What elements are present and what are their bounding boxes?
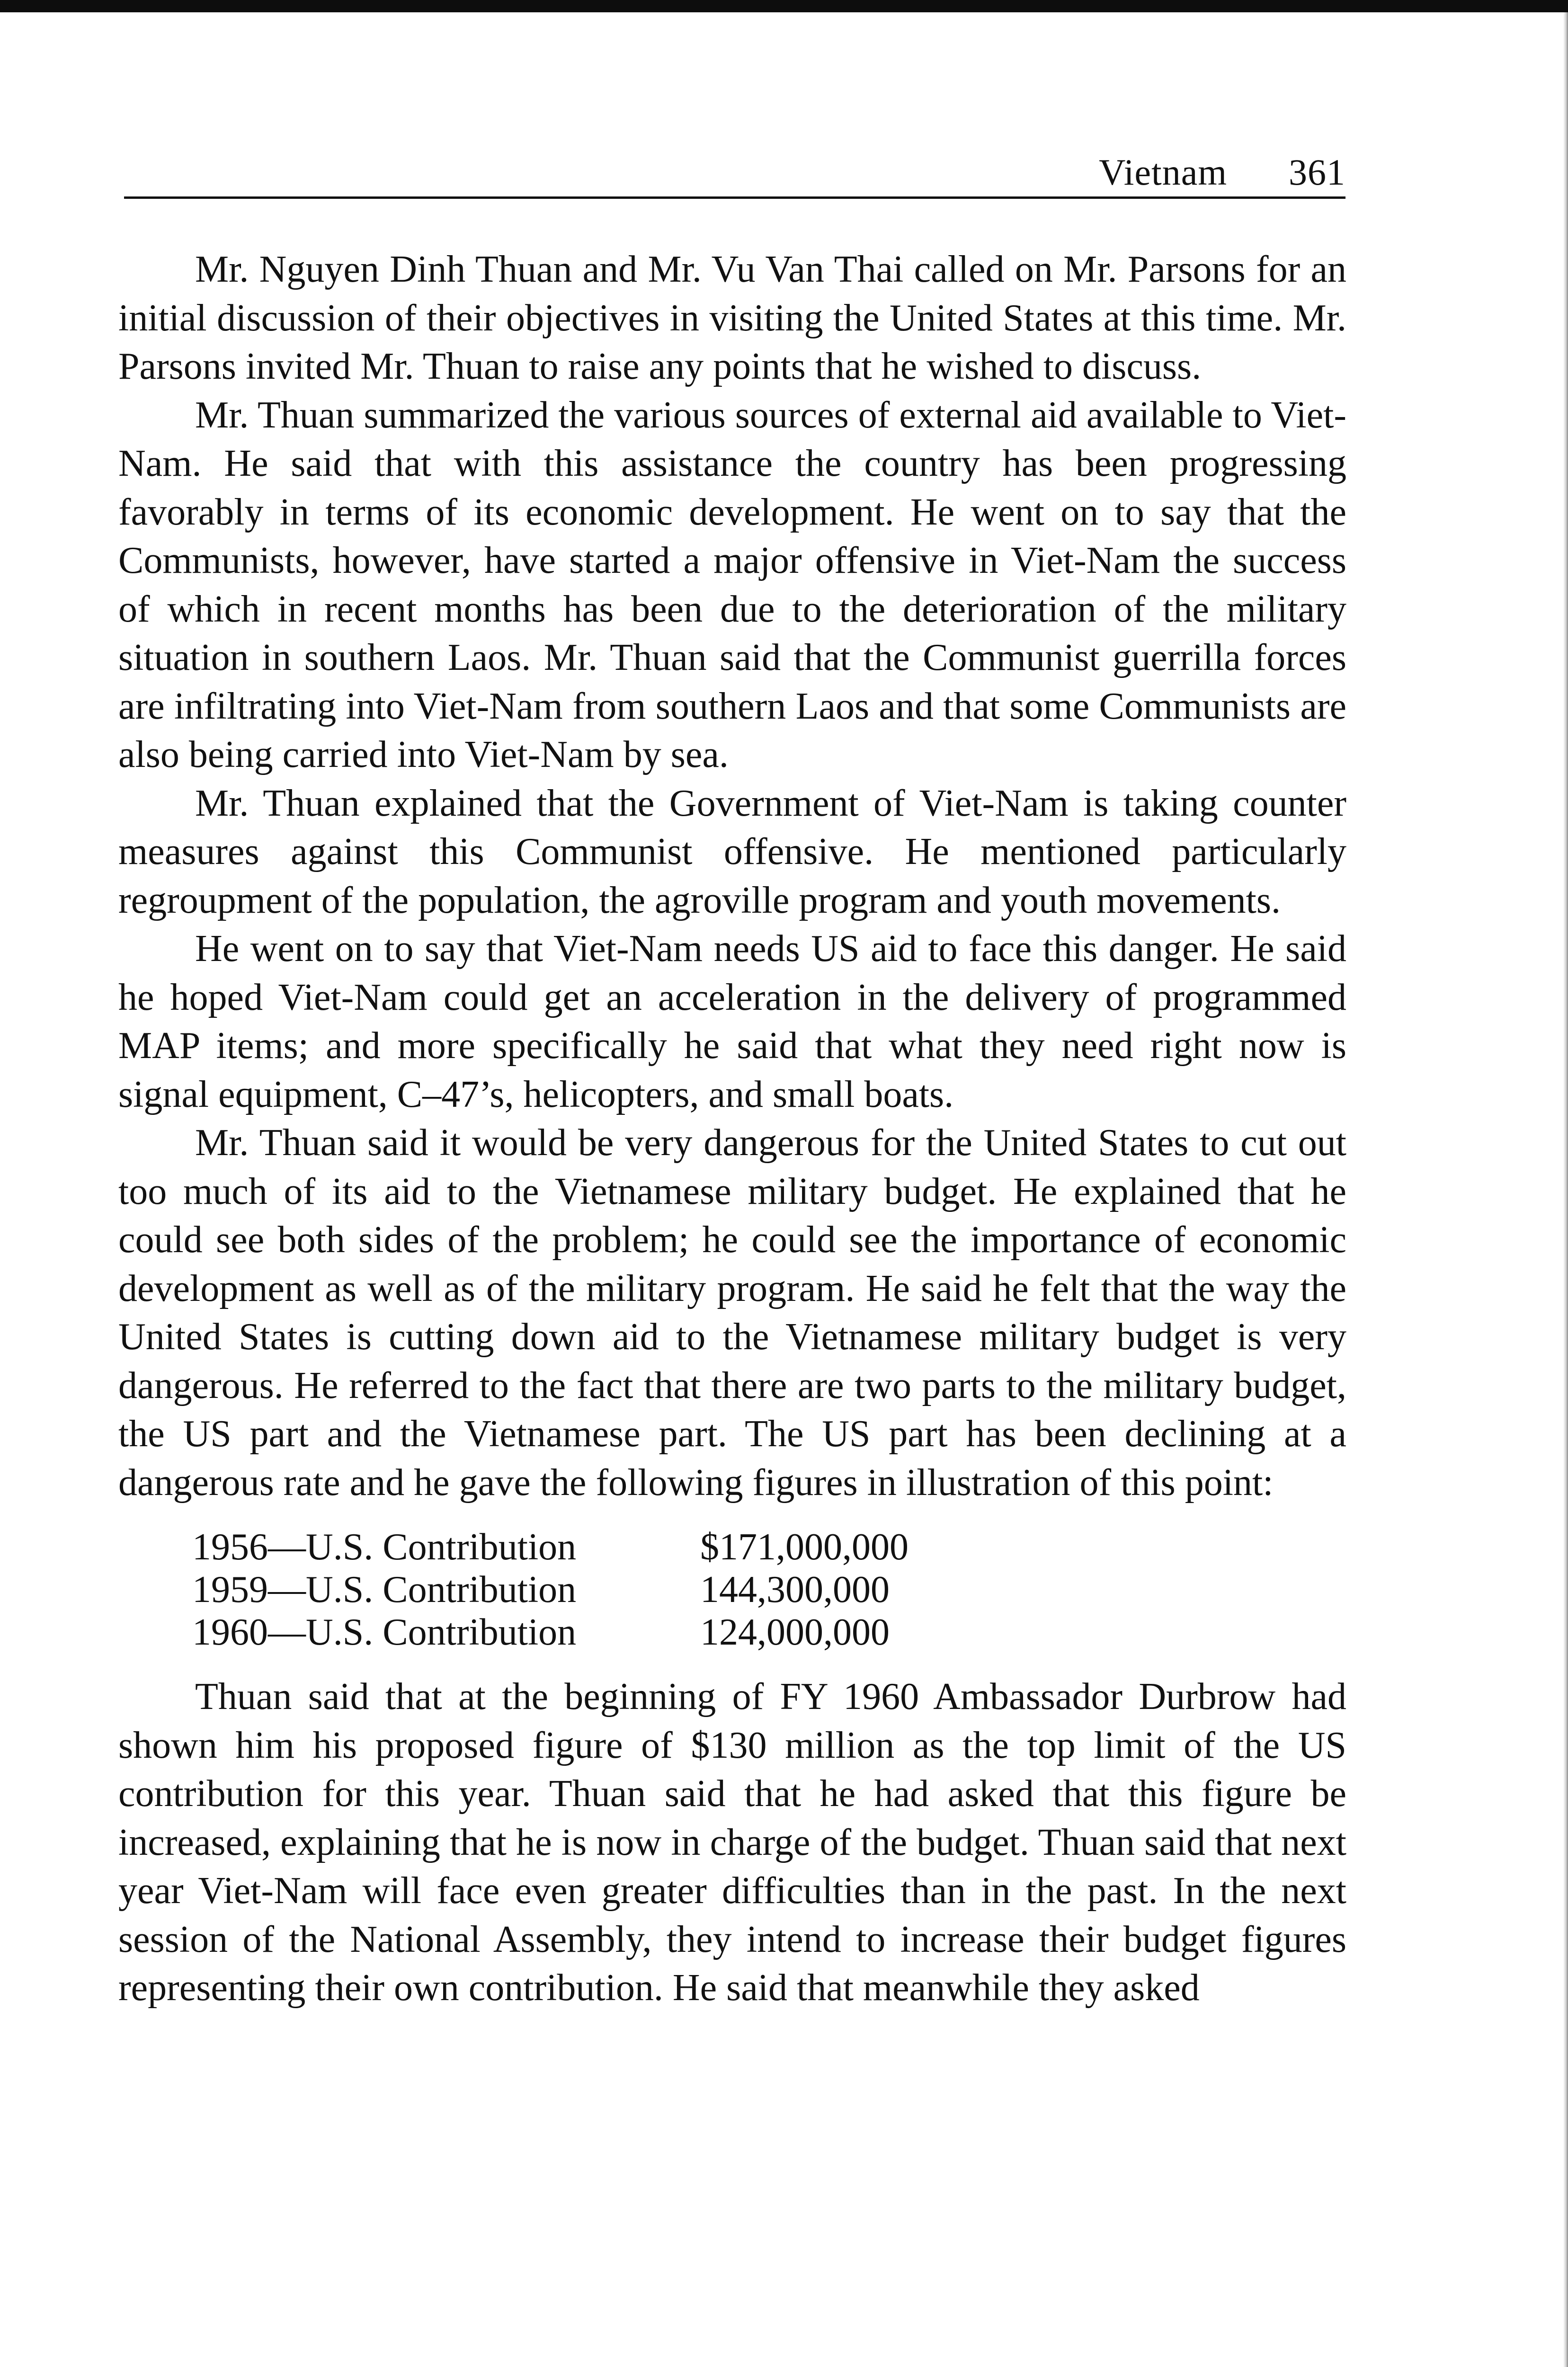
contribution-amount: 144,300,000 xyxy=(700,1569,890,1611)
running-head xyxy=(124,147,1345,199)
table-row xyxy=(192,1611,909,1654)
contribution-amount: 124,000,000 xyxy=(700,1611,890,1653)
paragraph: Mr. Thuan explained that the Government of Viet-Nam is taking counter measures against this Communist offensive. He mentioned particularly regroupment of the population, the agroville program and youth movements. xyxy=(118,782,1346,921)
top-border xyxy=(0,0,1568,12)
table-row xyxy=(192,1568,909,1611)
contribution-year-label: 1956—U.S. Contribution xyxy=(192,1526,577,1568)
paragraph: Mr. Thuan said it would be very dangerous for the United States to cut out too much of its aid to the Vietnamese military budget. He explained that he could see both sides of the problem; he could see the importance of economic development as well as of the military program. He said he felt that the way the United States is cutting down aid to the Vietnamese military budget is very dangerous. He referred to the fact that there are two parts to the military budget, the US part and the Vietnamese part. The US part has been declining at a dangerous rate and he gave the following figures in illustration of this point: xyxy=(118,1122,1346,1504)
page-number: 361 xyxy=(1289,151,1345,193)
body-text xyxy=(118,245,1346,2012)
contribution-amount: $171,000,000 xyxy=(700,1526,909,1568)
contribution-figures xyxy=(118,1526,1346,1654)
contribution-year-label: 1960—U.S. Contribution xyxy=(192,1611,577,1653)
contribution-table xyxy=(192,1526,909,1654)
running-title: Vietnam xyxy=(1099,151,1227,193)
paragraph: Thuan said that at the beginning of FY 1960 Ambassador Durbrow had shown him his proposed figure of $130 million as the top limit of the US contribution for this year. Thuan said that he had asked that this figure be increased, explaining that he is now in charge of the budget. Thuan said that next year Viet-Nam will face even greater difficulties than in the past. In the next session of the National Assembly, they intend to increase their budget figures representing their own contribution. He said that meanwhile they asked xyxy=(118,1676,1346,2009)
paragraph: Mr. Nguyen Dinh Thuan and Mr. Vu Van Thai called on Mr. Parsons for an initial discussion of their objectives in visiting the United States at this time. Mr. Parsons invited Mr. Thuan to raise any points that he wished to discuss. xyxy=(118,249,1346,387)
table-row xyxy=(192,1526,909,1568)
page-edge-shadow xyxy=(1563,12,1568,2367)
paragraph: He went on to say that Viet-Nam needs US aid to face this danger. He said he hoped Viet-Nam could get an acceleration in the delivery of programmed MAP items; and more specifically he said that what they need right now is signal equipment, C–47’s, helicopters, and small boats. xyxy=(118,928,1346,1115)
contribution-year-label: 1959—U.S. Contribution xyxy=(192,1569,577,1611)
paragraph: Mr. Thuan summarized the various sources of external aid available to Viet-Nam. He said that with this assistance the country has been progressing favorably in terms of its economic development. He went on to say that the Communists, however, have started a major offensive in Viet-Nam the success of which in recent months has been due to the deterioration of the military situation in southern Laos. Mr. Thuan said that the Communist guerrilla forces are infiltrating into Viet-Nam from southern Laos and that some Communists are also being carried into Viet-Nam by sea. xyxy=(118,394,1346,775)
